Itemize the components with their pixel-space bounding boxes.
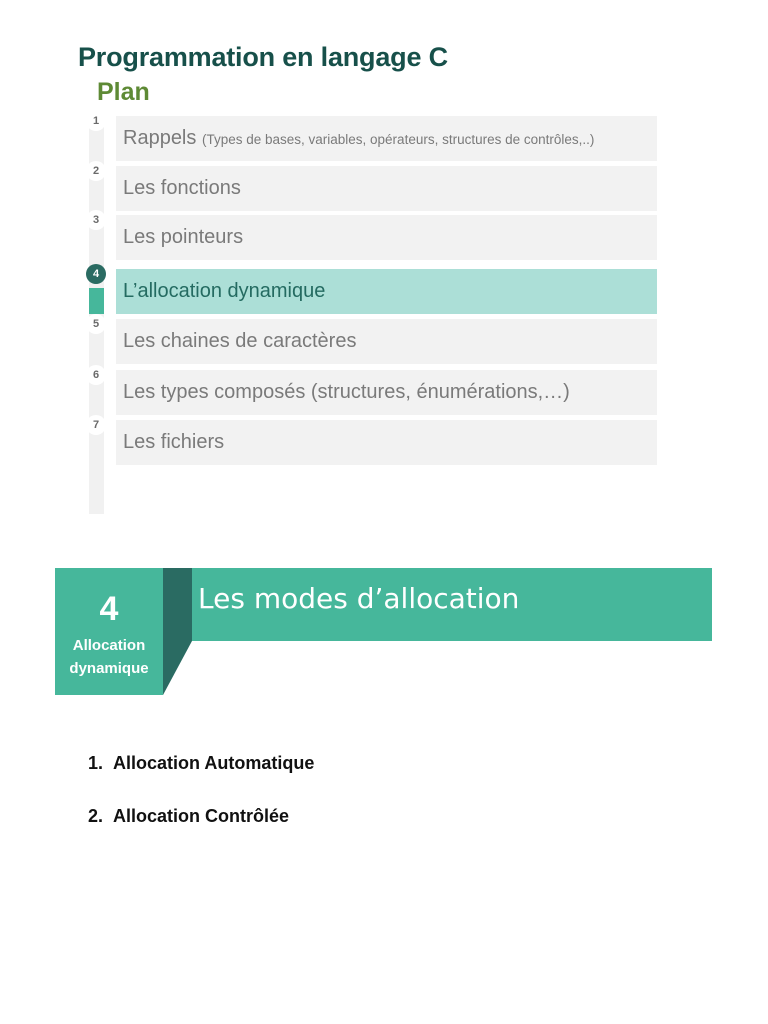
plan-item-label: L’allocation dynamique	[123, 280, 326, 302]
list-item-number: 1.	[88, 753, 104, 773]
plan-item-label: Les pointeurs	[123, 226, 244, 248]
list-item-label: Allocation Contrôlée	[113, 806, 290, 826]
plan-item-5	[89, 319, 657, 364]
plan-item-text: Rappels	[123, 127, 197, 149]
plan-item-label: Les fichiers	[123, 431, 225, 453]
plan-item-label: Les types composés (structures, énumérations,…)	[123, 381, 570, 403]
section-fold-shape	[163, 568, 192, 695]
plan-item-number: 1	[86, 111, 106, 131]
plan-item-label	[123, 116, 594, 161]
plan-item-label: Les chaines de caractères	[123, 330, 357, 352]
section-name-line2: dynamique	[69, 660, 149, 677]
plan-item-3	[89, 215, 657, 260]
plan-item-number: 2	[86, 161, 106, 181]
section-name	[55, 634, 163, 680]
plan-item-number: 7	[86, 415, 106, 435]
section-number: 4	[99, 590, 119, 628]
list-item-number: 2.	[88, 806, 104, 826]
section-title: Les modes d’allocation	[198, 582, 520, 615]
plan-item-7	[89, 420, 657, 465]
page-title: Programmation en langage C	[78, 42, 448, 72]
plan-item-2	[89, 166, 657, 211]
page-subtitle: Plan	[97, 78, 150, 106]
plan-item-number: 4	[86, 264, 106, 284]
plan-item-label: Les fonctions	[123, 177, 241, 199]
plan-item-1	[89, 116, 657, 161]
plan-item-number: 6	[86, 365, 106, 385]
plan-item-number: 5	[86, 314, 106, 334]
list-item-2	[88, 806, 289, 827]
list-item-1	[88, 753, 314, 774]
plan-item-6	[89, 370, 657, 415]
plan-item-4-active	[89, 269, 657, 314]
plan-item-number: 3	[86, 210, 106, 230]
list-item-label: Allocation Automatique	[113, 753, 315, 773]
active-marker	[89, 288, 104, 314]
section-name-line1: Allocation	[72, 637, 146, 654]
section-number-box	[55, 568, 163, 695]
plan-item-note: (Types de bases, variables, opérateurs, structures de contrôles,..)	[201, 132, 595, 147]
